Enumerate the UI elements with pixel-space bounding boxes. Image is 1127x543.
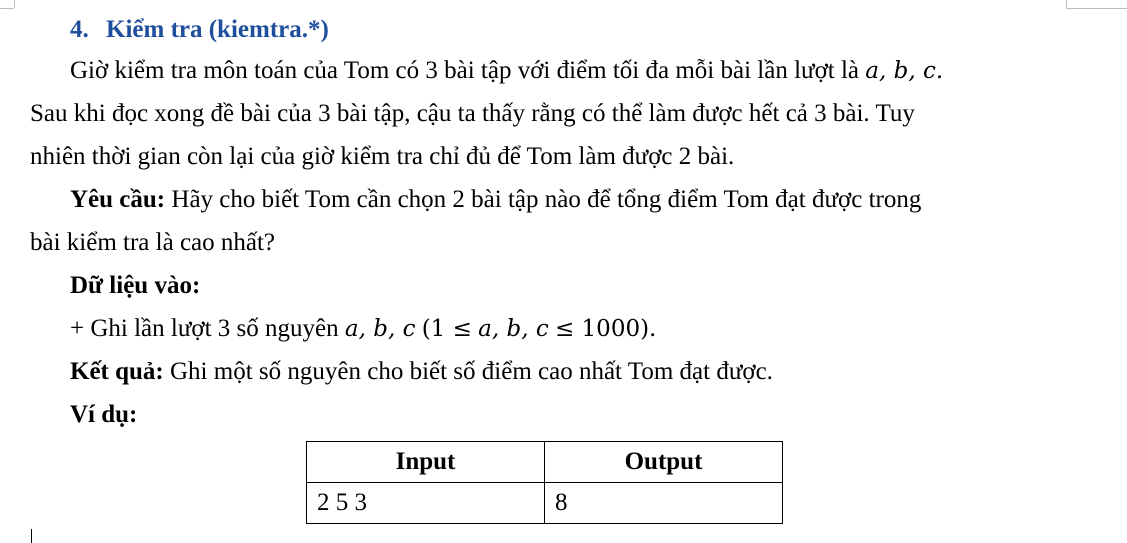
example-cell-input: 2 5 3 [307, 483, 545, 524]
input-constraint-vars: a, b, c [478, 316, 549, 342]
para1-line3: nhiên thời gian còn lại của giờ kiểm tra chỉ đủ để Tom làm được 2 bài. [30, 143, 735, 170]
output-line [70, 357, 773, 387]
example-header-output: Output [545, 442, 783, 483]
input-constraint-open: (1 ≤ [421, 316, 472, 342]
output-label: Kết quả: [70, 358, 164, 385]
text-cursor [31, 529, 32, 543]
input-constraint-close: ≤ 1000). [554, 316, 657, 342]
heading-number: 4. [70, 16, 89, 43]
example-header-input: Input [307, 442, 545, 483]
crop-mark-left-h [0, 8, 14, 9]
input-math-vars: a, b, c [344, 316, 416, 342]
para1-line1-math: a, b, c. [865, 58, 944, 84]
input-text: + Ghi lần lượt 3 số nguyên [70, 315, 339, 342]
requirement-line1 [70, 185, 921, 215]
example-label-text: Ví dụ: [70, 401, 138, 428]
example-label [70, 400, 137, 430]
para1-line1-text: Giờ kiểm tra môn toán của Tom có 3 bài tập với điểm tối đa mỗi bài lần lượt là [70, 57, 860, 84]
para1-line1 [70, 56, 943, 86]
example-table-header-row [307, 442, 783, 483]
example-table [306, 441, 783, 524]
input-label [70, 271, 200, 301]
crop-mark-right-h [1066, 8, 1127, 9]
requirement-text: Hãy cho biết Tom cần chọn 2 bài tập nào để tổng điểm Tom đạt được trong [171, 186, 922, 213]
requirement-line2: bài kiểm tra là cao nhất? [30, 229, 276, 256]
requirement-label: Yêu cầu: [70, 186, 166, 213]
para1-line2: Sau khi đọc xong đề bài của 3 bài tập, cậu ta thấy rằng có thể làm được hết cả 3 bài. Tuy [30, 100, 915, 127]
output-text: Ghi một số nguyên cho biết số điểm cao nhất Tom đạt được. [170, 358, 773, 385]
example-cell-output: 8 [545, 483, 783, 524]
table-row [307, 483, 783, 524]
problem-heading [70, 15, 329, 45]
input-label-text: Dữ liệu vào: [70, 272, 201, 299]
crop-mark-left-v [14, 0, 15, 8]
input-description [70, 314, 656, 344]
heading-title: Kiểm tra (kiemtra.*) [106, 16, 329, 43]
crop-mark-right-v [1066, 0, 1067, 8]
